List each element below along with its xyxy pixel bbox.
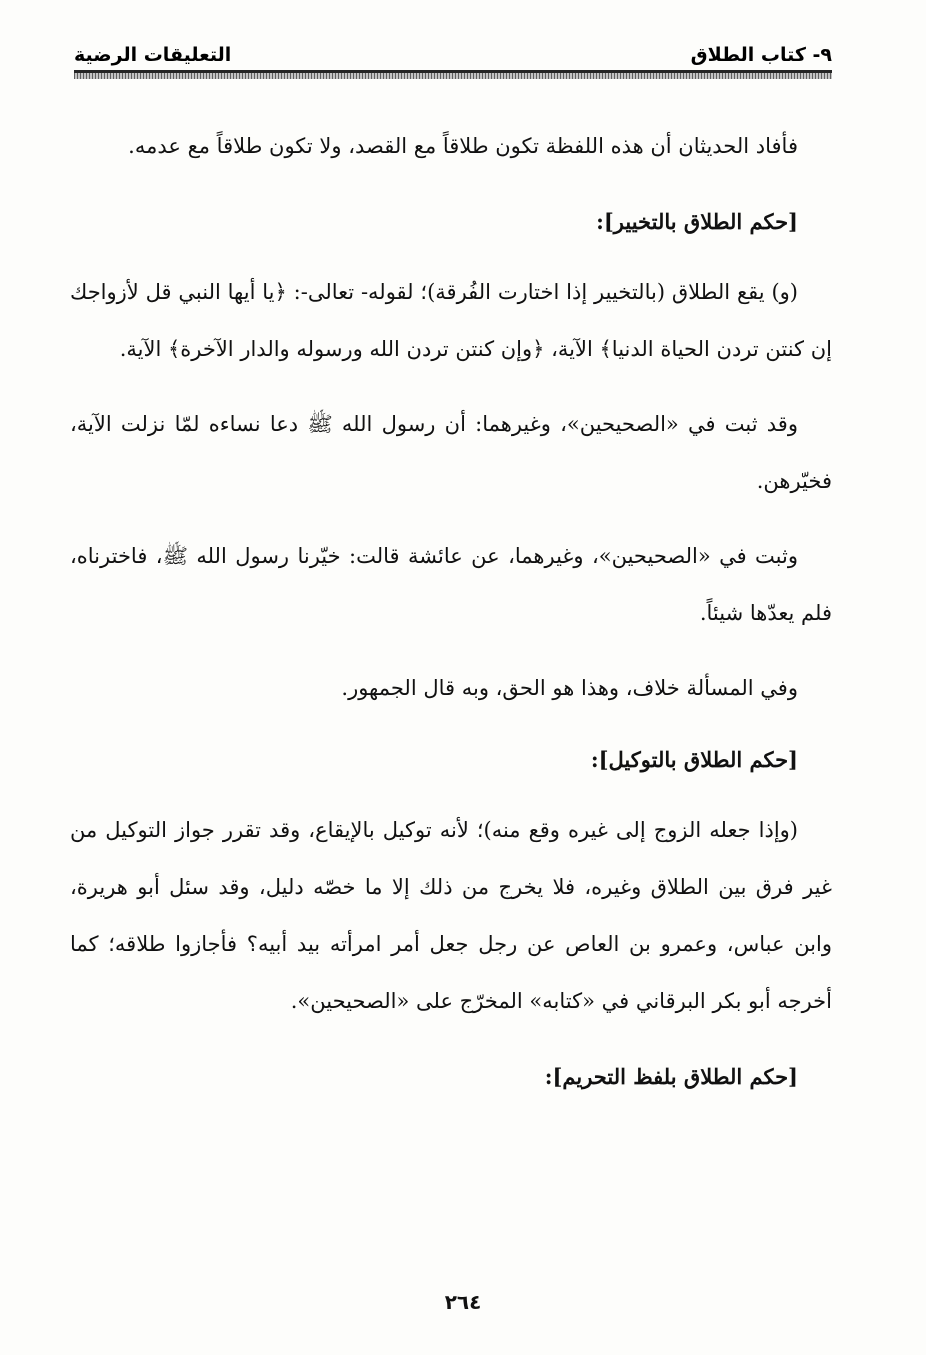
chapter-title: ٩- كتاب الطلاق: [690, 44, 832, 66]
running-header: [74, 36, 832, 66]
page-body: [70, 118, 832, 1123]
header-rule: [74, 70, 832, 79]
paragraph: وثبت في «الصحيحين»، وغيرهما، عن عائشة قالت: خيّرنا رسول الله ﷺ، فاخترناه، فلم يعدّها شيئاً.: [70, 544, 832, 625]
paragraph: وقد ثبت في «الصحيحين»، وغيرهما: أن رسول الله ﷺ دعا نساءه لمّا نزلت الآية، فخيّرهن.: [70, 412, 832, 493]
book-title: التعليقات الرضية: [74, 44, 232, 66]
paragraph: وفي المسألة خلاف، وهذا هو الحق، وبه قال الجمهور.: [341, 676, 798, 700]
paragraph: فأفاد الحديثان أن هذه اللفظة تكون طلاقاً مع القصد، ولا تكون طلاقاً مع عدمه.: [128, 134, 798, 158]
section-heading: [حكم الطلاق بالتخيير]:: [596, 209, 798, 234]
section-heading: [حكم الطلاق بلفظ التحريم]:: [544, 1064, 798, 1089]
page-number: ٢٦٤: [444, 1290, 482, 1314]
paragraph: (و) يقع الطلاق (بالتخيير إذا اختارت الفُرقة)؛ لقوله- تعالى-: ﴿يا أيها النبي قل لأزواجك إن كنتن تردن الحياة الدنيا﴾ الآية، ﴿وإن كنتن تردن الله ورسوله والدار الآخرة﴾ الآية.: [70, 280, 832, 361]
section-heading: [حكم الطلاق بالتوكيل]:: [590, 747, 798, 772]
paragraph: (وإذا جعله الزوج إلى غيره وقع منه)؛ لأنه توكيل بالإيقاع، وقد تقرر جواز التوكيل من غير فرق بين الطلاق وغيره، فلا يخرج من ذلك إلا ما خصّه دليل، وقد سئل أبو هريرة، وابن عباس، وعمرو بن العاص عن رجل جعل أمر امرأته بيد أبيه؟ فأجازوا طلاقه؛ كما أخرجه أبو بكر البرقاني في «كتابه» المخرّج على «الصحيحين».: [70, 818, 832, 1013]
